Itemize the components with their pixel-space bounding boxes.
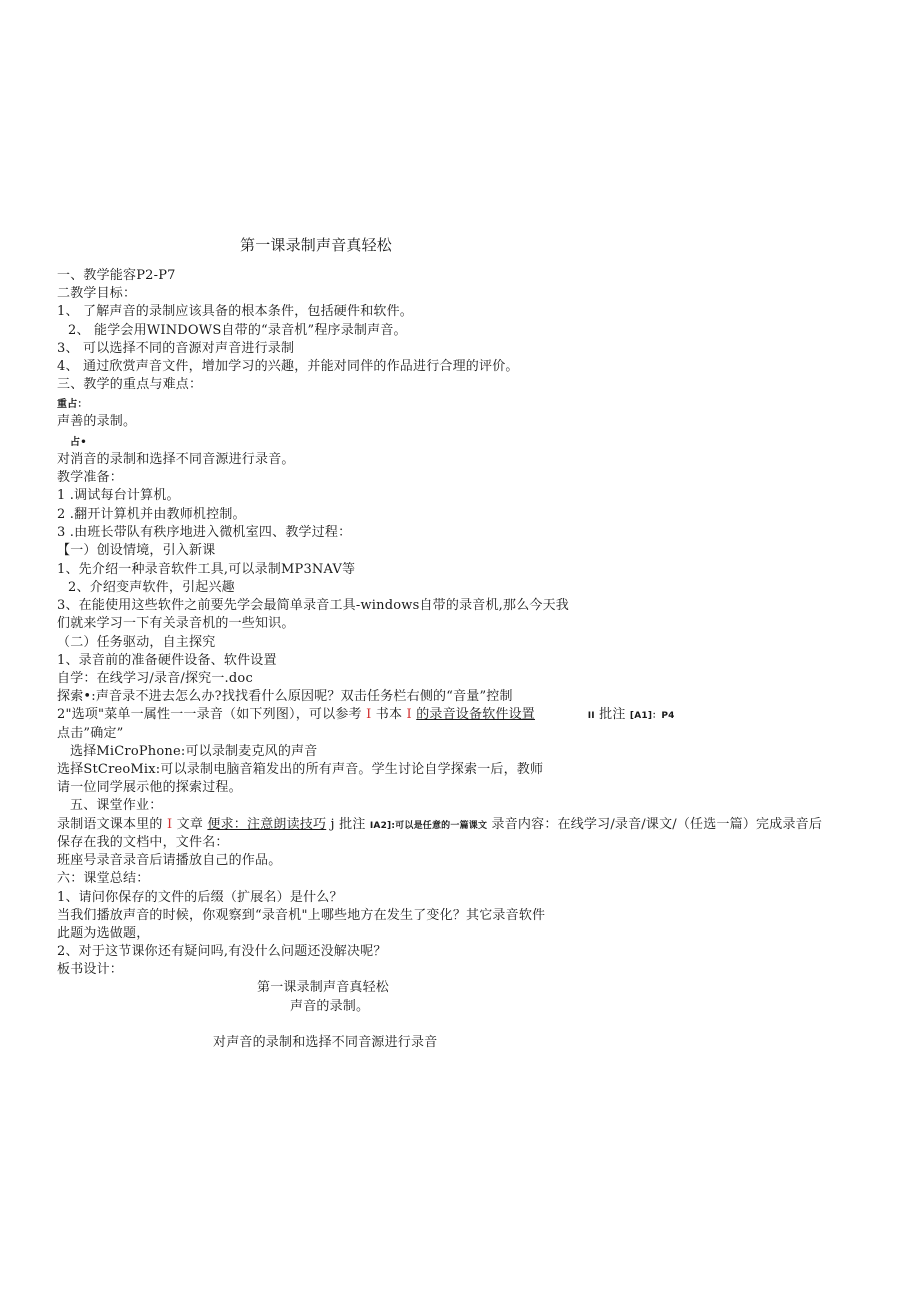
student-demo: 请一位同学展示他的探索过程。 <box>57 780 242 795</box>
homework-line <box>57 816 822 835</box>
select-microphone: 选择MiCroPhone:可以录制麦克风的声音 <box>70 744 318 759</box>
homework-requirement[interactable]: 便求：注意朗读技巧 <box>207 817 327 832</box>
mark-red-2: I <box>406 707 412 722</box>
homework-text-b: 文章 <box>176 817 204 832</box>
process-step-1: 【一）创设情境，引入新课 <box>57 543 216 558</box>
board-point-2: 对声音的录制和选择不同音源进行录音 <box>213 1035 438 1050</box>
comment-a1: [A1]：P4 <box>629 711 675 721</box>
book-text: 书本 <box>375 707 403 722</box>
process-item-2: 2、介绍变声软件，引起兴趣 <box>68 580 235 595</box>
document-title: 第一课录制声音真轻松 <box>240 236 393 254</box>
key-point-label: 重占： <box>57 399 88 410</box>
summary-q2: 2、对于这节课你还有疑问吗,有没什么问题还没解决呢？ <box>57 944 387 959</box>
task-item-1: 1、录音前的准备硬件设备、软件设置 <box>57 653 277 668</box>
click-confirm: 点击”确定” <box>57 726 124 741</box>
mark-red-3: I <box>166 817 173 832</box>
goal-item-1: 1、 了解声音的录制应该具备的根本条件，包括硬件和软件。 <box>57 304 414 319</box>
mark-red-1: I <box>366 707 372 722</box>
difficulty-text: 对消音的录制和选择不同音源进行录音。 <box>57 452 295 467</box>
comment-marker: II <box>587 711 595 721</box>
playback-instruction: 班座号录音录音后请播放自己的作品。 <box>57 853 282 868</box>
section-homework: 五、课堂作业： <box>70 798 163 813</box>
summary-observe: 当我们播放声音的时候，你观察到“录音机"上哪些地方在发生了变化？其它录音软件 <box>57 908 546 923</box>
options-text: 2"选项"菜单一属性一一录音（如下列图），可以参考 <box>57 707 362 722</box>
section-teaching-goals: 二教学目标： <box>57 286 137 301</box>
homework-text-a: 录制语文课本里的 <box>57 817 163 832</box>
comment-label-2: 批注 <box>339 817 366 832</box>
process-item-1: 1、先介绍一种录音软件工具,可以录制MP3NAV等 <box>57 562 356 577</box>
homework-j: j <box>330 817 335 832</box>
process-item-3: 3、在能使用这些软件之前要先学会最简单录音工具-windows自带的录音机,那么今天我 <box>57 598 570 613</box>
comment-label: 批注 <box>599 707 626 722</box>
goal-item-4: 4、 通过欣赏声音文件，增加学习的兴趣，并能对同伴的作品进行合理的评价。 <box>57 359 519 374</box>
goal-item-3: 3、 可以选择不同的音源对声音进行录制 <box>57 341 295 356</box>
key-point-text: 声善的录制。 <box>57 414 137 429</box>
goal-item-2: 2、 能学会用WINDOWS自带的“录音机”程序录制声音。 <box>68 323 407 338</box>
difficulty-label: 占• <box>70 437 87 448</box>
board-point-1: 声音的录制。 <box>290 999 370 1014</box>
summary-q1: 1、请问你保存的文件的后缀（扩展名）是什么？ <box>57 890 343 905</box>
section-teaching-content: 一、教学能容P2-P7 <box>57 268 176 283</box>
linked-reference[interactable]: 的录音设备软件设置 <box>416 707 536 722</box>
process-item-3-cont: 们就来学习一下有关录音机的一些知识。 <box>57 616 295 631</box>
self-study-line: 自学：在线学习/录音/探究一.doc <box>57 671 253 686</box>
section-preparation: 教学准备： <box>57 470 124 485</box>
select-stereomix: 选择StCreoMix:可以录制电脑音箱发出的所有声音。学生讨论自学探索一后，教师 <box>57 762 544 777</box>
comment-a2: IA2]:可以是任意的一篇课文 <box>369 821 488 831</box>
homework-text-c: 录音内容：在线学习/录音/课文/（任选一篇）完成录音后 <box>491 817 823 832</box>
optional-note: 此题为选做题， <box>57 926 150 941</box>
section-key-points: 三、教学的重点与难点： <box>57 377 203 392</box>
save-location: 保存在我的文档中，文件名： <box>57 835 229 850</box>
prep-item-2: 2 .翻开计算机并由教师机控制。 <box>57 507 246 522</box>
prep-item-1: 1 .调试每台计算机。 <box>57 488 180 503</box>
explore-line: 探索•:声音录不进去怎么办?找找看什么原因呢？双击任务栏右侧的“音量”控制 <box>57 689 513 704</box>
section-summary: 六：课堂总结： <box>57 871 150 886</box>
board-title: 第一课录制声音真轻松 <box>257 980 390 995</box>
section-board: 板书设计： <box>57 962 124 977</box>
options-line <box>57 706 675 725</box>
process-step-2: （二）任务驱动，自主探究 <box>57 635 216 650</box>
prep-item-3: 3 .由班长带队有秩序地进入微机室四、教学过程： <box>57 525 352 540</box>
